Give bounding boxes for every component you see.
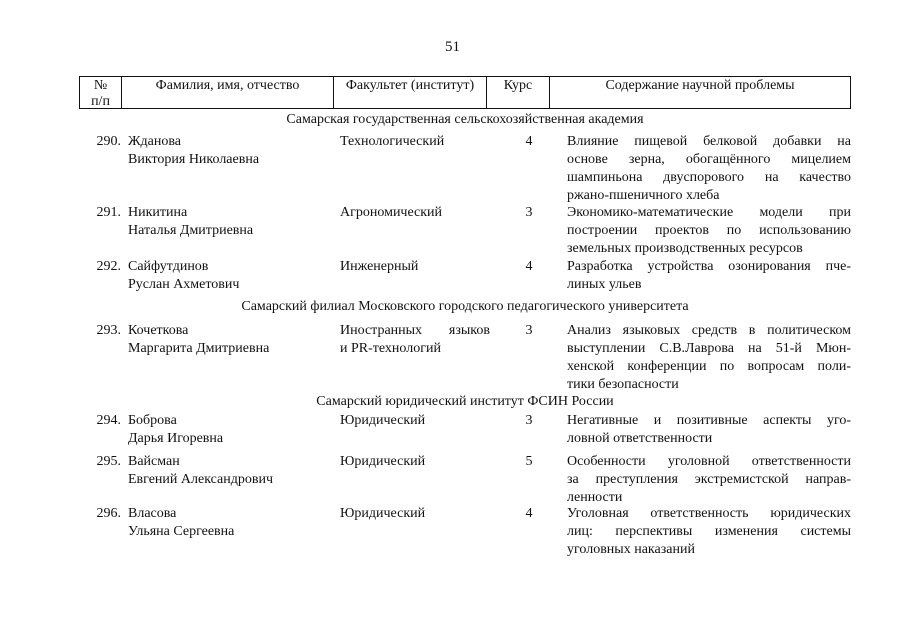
page-number: 51 [445,39,460,55]
row-number: 292. [96,259,121,274]
row-faculty: Юридический [340,413,426,428]
row-content-line: ржано-пшеничного хлеба [567,188,720,203]
row-content [567,258,851,294]
row-content [567,453,851,507]
row-content-line: Экономико-математические модели при [567,205,851,220]
row-content-line: выступлении С.В.Лаврова на 51-й Мюн- [567,341,851,356]
row-content-line: ленности [567,490,623,505]
row-content-line: Негативные и позитивные аспекты уго- [567,413,851,428]
row-content [567,505,851,559]
header-number [80,77,122,108]
row-given-names: Виктория Николаевна [128,152,260,167]
row-course: 5 [525,454,533,469]
row-content [567,322,851,394]
row-content-line: за преступления экстремистской направ- [567,472,851,487]
row-content-line: построении проектов по использованию [567,223,851,238]
row-content [567,204,851,258]
row-course: 4 [525,259,533,274]
row-content-line: шампиньона двуспорового на качество [567,170,851,185]
row-fullname [128,322,338,358]
row-content-line: лиц: перспективы изменения системы [567,524,851,539]
row-content [567,412,851,448]
row-faculty: Юридический [340,506,426,521]
row-fullname [128,412,338,448]
row-number: 294. [96,413,121,428]
row-content-line: тики безопасности [567,377,679,392]
row-faculty: Инженерный [340,259,419,274]
row-course: 3 [525,413,533,428]
row-content-line: уголовных наказаний [567,542,695,557]
row-course: 3 [525,205,533,220]
row-fullname [128,505,338,541]
row-number: 291. [96,205,121,220]
row-surname: Вайсман [128,454,180,469]
row-content-line: линых ульев [567,277,642,292]
section-title: Самарская государственная сельскохозяйственная академия [286,112,644,127]
row-content-line: земельных производственных ресурсов [567,241,803,256]
row-faculty: Технологический [340,134,445,149]
row-fullname [128,133,338,169]
header-name: Фамилия, имя, отчество [122,77,334,108]
row-content-line: Влияние пищевой белковой добавки на [567,134,851,149]
row-content-line: Особенности уголовной ответственности [567,454,851,469]
row-number: 296. [96,506,121,521]
row-number: 290. [96,134,121,149]
row-given-names: Ульяна Сергеевна [128,524,235,539]
row-content-line: Разработка устройства озонирования пче- [567,259,851,274]
table-header [79,76,851,109]
row-given-names: Наталья Дмитриевна [128,223,254,238]
row-faculty: Агрономический [340,205,443,220]
header-faculty: Факультет (институт) [334,77,487,108]
row-content-line: ловной ответственности [567,431,713,446]
row-number: 295. [96,454,121,469]
row-content-line: хенской конференции по вопросам поли- [567,359,851,374]
header-number-sign: № [93,78,108,93]
header-number-abbr: п/п [91,94,110,109]
row-given-names: Руслан Ахметович [128,277,240,292]
row-faculty [340,322,490,358]
section-title: Самарский юридический институт ФСИН России [316,394,614,409]
row-faculty-line: Иностранных языков [340,323,490,338]
row-surname: Боброва [128,413,177,428]
row-faculty: Юридический [340,454,426,469]
header-course: Курс [487,77,550,108]
row-surname: Власова [128,506,177,521]
row-content-line: Анализ языковых средств в политическом [567,323,851,338]
row-course: 4 [525,506,533,521]
row-fullname [128,258,338,294]
row-faculty-line: и PR-технологий [340,341,441,356]
row-content-line: Уголовная ответственность юридических [567,506,851,521]
row-surname: Кочеткова [128,323,189,338]
row-given-names: Дарья Игоревна [128,431,224,446]
header-content: Содержание научной проблемы [605,78,795,93]
row-fullname [128,453,338,489]
row-content [567,133,851,205]
row-number: 293. [96,323,121,338]
row-course: 3 [525,323,533,338]
row-fullname [128,204,338,240]
row-content-line: основе зерна, обогащённого мицелием [567,152,851,167]
row-given-names: Евгений Александрович [128,472,274,487]
row-surname: Никитина [128,205,188,220]
section-title: Самарский филиал Московского городского педагогического университета [241,299,689,314]
row-given-names: Маргарита Дмитриевна [128,341,270,356]
row-surname: Жданова [128,134,182,149]
row-surname: Сайфутдинов [128,259,209,274]
row-course: 4 [525,134,533,149]
